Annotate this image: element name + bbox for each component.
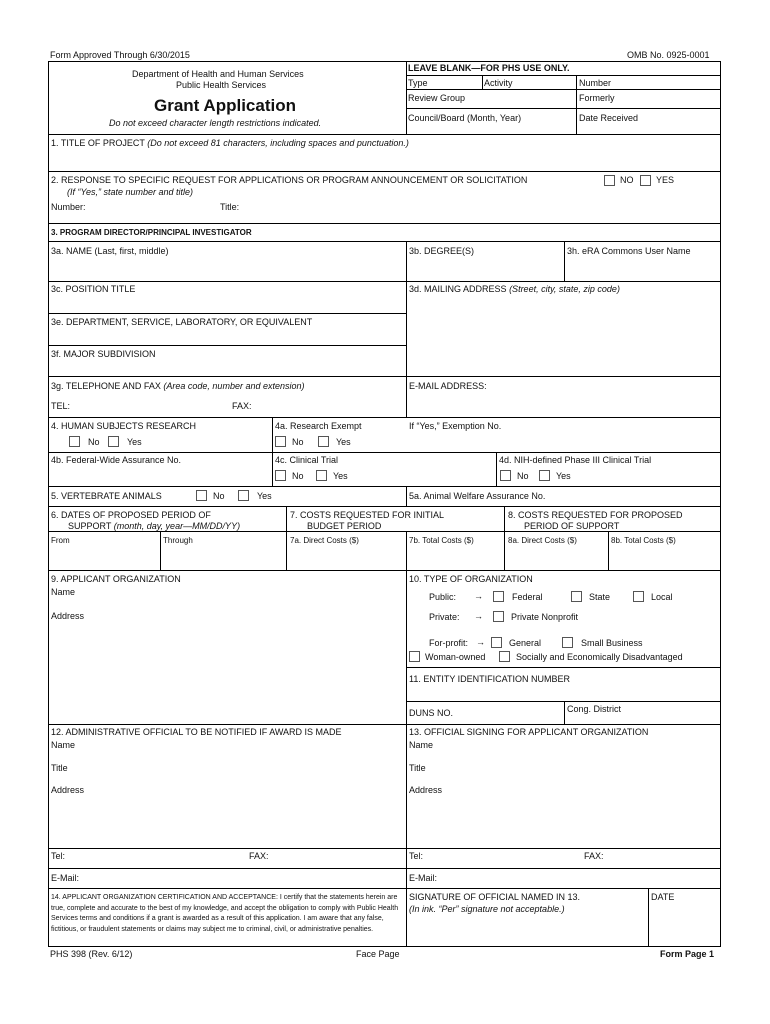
s9-name-field[interactable]: Name xyxy=(51,587,76,597)
s12-email-field[interactable]: E-Mail: xyxy=(51,873,80,883)
s10-local-checkbox[interactable] xyxy=(633,591,644,602)
s4c-yes-label: Yes xyxy=(333,471,348,481)
phs-number-label: Number xyxy=(579,78,612,88)
s2-title-field[interactable]: Title: xyxy=(220,202,240,212)
s4c-clinical-label: 4c. Clinical Trial xyxy=(275,455,339,465)
s3-email-field[interactable]: E-MAIL ADDRESS: xyxy=(409,381,487,391)
s13-email-field[interactable]: E-Mail: xyxy=(409,873,438,883)
s2-note: (If “Yes,” state number and title) xyxy=(67,187,194,197)
s3g-telephone-label: 3g. TELEPHONE AND FAX (Area code, number and extension) xyxy=(51,381,305,391)
s8a-direct-field[interactable]: 8a. Direct Costs ($) xyxy=(508,536,577,545)
phs-type-label: Type xyxy=(408,78,428,88)
s4d-phase3-label: 4d. NIH-defined Phase III Clinical Trial xyxy=(499,455,652,465)
phs-activity-label: Activity xyxy=(484,78,513,88)
s13-name-field[interactable]: Name xyxy=(409,740,434,750)
s10-forprofit-label: For-profit: xyxy=(429,638,469,648)
s11-cong-district-field[interactable]: Cong. District xyxy=(567,704,622,714)
s10-disadvantaged-label: Socially and Economically Disadvantaged xyxy=(516,652,683,662)
s4c-no-checkbox[interactable] xyxy=(275,470,286,481)
s12-name-field[interactable]: Name xyxy=(51,740,76,750)
s7a-direct-field[interactable]: 7a. Direct Costs ($) xyxy=(290,536,359,545)
s10-public-label: Public: xyxy=(429,592,457,602)
s7-budget-label: BUDGET PERIOD xyxy=(307,521,382,531)
s10-federal-label: Federal xyxy=(512,592,543,602)
s5-no-label: No xyxy=(213,491,225,501)
s13-title-field[interactable]: Title xyxy=(409,763,426,773)
s2-no-label: NO xyxy=(620,175,634,185)
s14-certification-text: 14. APPLICANT ORGANIZATION CERTIFICATION AND ACCEPTANCE: I certify that the statements herein are true, complete and accurate to the best of my knowledge, and accept the obligation to comply with Public Health Services terms and conditions if a grant is awarded as a result of this application. I am aware that any false, fictitious, or fraudulent statements or claims may subject me to criminal, civil, or administrative penalties. xyxy=(51,894,399,933)
s5-vertebrate-label: 5. VERTEBRATE ANIMALS xyxy=(51,491,162,501)
s6-dates-label: 6. DATES OF PROPOSED PERIOD OF xyxy=(51,510,211,520)
s2-number-field[interactable]: Number: xyxy=(51,202,86,212)
s11-entity-label: 11. ENTITY IDENTIFICATION NUMBER xyxy=(409,674,571,684)
s3-tel-field[interactable]: TEL: xyxy=(51,401,71,411)
s3h-era-field[interactable]: 3h. eRA Commons User Name xyxy=(567,246,691,256)
s6-support-label: SUPPORT (month, day, year—MM/DD/YY) xyxy=(68,521,241,531)
signature-label: SIGNATURE OF OFFICIAL NAMED IN 13. xyxy=(409,892,581,902)
s3f-subdivision-field[interactable]: 3f. MAJOR SUBDIVISION xyxy=(51,349,156,359)
s2-no-checkbox[interactable] xyxy=(604,175,615,186)
s3-heading: 3. PROGRAM DIRECTOR/PRINCIPAL INVESTIGATOR xyxy=(51,228,252,237)
s4c-no-label: No xyxy=(292,471,304,481)
s12-admin-official-label: 12. ADMINISTRATIVE OFFICIAL TO BE NOTIFIED IF AWARD IS MADE xyxy=(51,727,342,737)
s2-label: 2. RESPONSE TO SPECIFIC REQUEST FOR APPLICATIONS OR PROGRAM ANNOUNCEMENT OR SOLICITATION xyxy=(51,175,528,185)
signature-date-field[interactable]: DATE xyxy=(651,892,675,902)
s12-title-field[interactable]: Title xyxy=(51,763,68,773)
s5-yes-checkbox[interactable] xyxy=(238,490,249,501)
s3b-degree-field[interactable]: 3b. DEGREE(S) xyxy=(409,246,475,256)
signature-note: (In ink. “Per” signature not acceptable.) xyxy=(409,904,565,914)
s10-general-checkbox[interactable] xyxy=(491,637,502,648)
arrow-right-icon: → xyxy=(476,637,485,647)
arrow-right-icon: → xyxy=(474,591,483,601)
s8b-total-field[interactable]: 8b. Total Costs ($) xyxy=(611,536,676,545)
frame-top xyxy=(48,61,721,62)
s2-yes-checkbox[interactable] xyxy=(640,175,651,186)
s4c-yes-checkbox[interactable] xyxy=(316,470,327,481)
s4-yes-checkbox[interactable] xyxy=(108,436,119,447)
s4-human-subjects-label: 4. HUMAN SUBJECTS RESEARCH xyxy=(51,421,197,431)
s10-woman-owned-label: Woman-owned xyxy=(425,652,486,662)
s3c-position-field[interactable]: 3c. POSITION TITLE xyxy=(51,284,136,294)
s4a-yes-label: Yes xyxy=(336,437,351,447)
phs-council: Council/Board (Month, Year) xyxy=(408,113,522,123)
s3-fax-field[interactable]: FAX: xyxy=(232,401,252,411)
length-note: Do not exceed character length restrictions indicated. xyxy=(109,118,322,128)
s13-signing-official-label: 13. OFFICIAL SIGNING FOR APPLICANT ORGANIZATION xyxy=(409,727,649,737)
s4b-fwa-field[interactable]: 4b. Federal-Wide Assurance No. xyxy=(51,455,182,465)
s10-woman-owned-checkbox[interactable] xyxy=(409,651,420,662)
page-title: Grant Application xyxy=(154,96,296,115)
phs-review-group: Review Group xyxy=(408,93,466,103)
s4d-yes-checkbox[interactable] xyxy=(539,470,550,481)
form-id: PHS 398 (Rev. 6/12) xyxy=(50,949,133,959)
s10-private-nonprofit-checkbox[interactable] xyxy=(493,611,504,622)
s4-no-label: No xyxy=(88,437,100,447)
s2-yes-label: YES xyxy=(656,175,675,185)
s10-type-label: 10. TYPE OF ORGANIZATION xyxy=(409,574,533,584)
s1-title-of-project: 1. TITLE OF PROJECT (Do not exceed 81 characters, including spaces and punctuation.) xyxy=(51,138,409,148)
s10-disadvantaged-checkbox[interactable] xyxy=(499,651,510,662)
form-approved-date: Form Approved Through 6/30/2015 xyxy=(50,50,190,60)
frame-right xyxy=(720,61,721,947)
s6-through-field[interactable]: Through xyxy=(163,536,193,545)
s6-from-field[interactable]: From xyxy=(51,536,70,545)
s4-no-checkbox[interactable] xyxy=(69,436,80,447)
s10-federal-checkbox[interactable] xyxy=(493,591,504,602)
dept-line2: Public Health Services xyxy=(176,80,267,90)
s4a-no-checkbox[interactable] xyxy=(275,436,286,447)
s10-state-label: State xyxy=(589,592,611,602)
s5-yes-label: Yes xyxy=(257,491,272,501)
s12-address-field[interactable]: Address xyxy=(51,785,85,795)
s10-local-label: Local xyxy=(651,592,673,602)
frame-left xyxy=(48,61,49,947)
s10-private-nonprofit-label: Private Nonprofit xyxy=(511,612,579,622)
s7-costs-label: 7. COSTS REQUESTED FOR INITIAL xyxy=(290,510,445,520)
s4d-no-label: No xyxy=(517,471,529,481)
s10-state-checkbox[interactable] xyxy=(571,591,582,602)
dept-line1: Department of Health and Human Services xyxy=(132,69,304,79)
s12-fax-field[interactable]: FAX: xyxy=(249,851,269,861)
s4-exemption-no-field[interactable]: If “Yes,” Exemption No. xyxy=(409,421,502,431)
s3e-department-field[interactable]: 3e. DEPARTMENT, SERVICE, LABORATORY, OR EQUIVALENT xyxy=(51,317,313,327)
s11-duns-field[interactable]: DUNS NO. xyxy=(409,708,454,718)
s5a-welfare-field[interactable]: 5a. Animal Welfare Assurance No. xyxy=(409,491,546,501)
s9-address-field[interactable]: Address xyxy=(51,611,85,621)
s9-applicant-label: 9. APPLICANT ORGANIZATION xyxy=(51,574,181,584)
s4a-no-label: No xyxy=(292,437,304,447)
s3d-mailing-address-field[interactable]: 3d. MAILING ADDRESS (Street, city, state, zip code) xyxy=(409,284,620,294)
s4d-yes-label: Yes xyxy=(556,471,571,481)
arrow-right-icon: → xyxy=(474,611,483,621)
s13-fax-field[interactable]: FAX: xyxy=(584,851,604,861)
s10-private-label: Private: xyxy=(429,612,460,622)
s8-period-label: PERIOD OF SUPPORT xyxy=(524,521,620,531)
s10-small-business-label: Small Business xyxy=(581,638,643,648)
omb-number: OMB No. 0925-0001 xyxy=(627,50,710,60)
s12-tel-field[interactable]: Tel: xyxy=(51,851,66,861)
s13-tel-field[interactable]: Tel: xyxy=(409,851,424,861)
s5-no-checkbox[interactable] xyxy=(196,490,207,501)
s4d-no-checkbox[interactable] xyxy=(500,470,511,481)
frame-bottom xyxy=(48,946,721,947)
face-page-label: Face Page xyxy=(356,949,400,959)
s13-address-field[interactable]: Address xyxy=(409,785,443,795)
phs-box-heading: LEAVE BLANK—FOR PHS USE ONLY. xyxy=(408,63,570,73)
phs-box-left xyxy=(406,61,407,134)
s4a-yes-checkbox[interactable] xyxy=(318,436,329,447)
s4-yes-label: Yes xyxy=(127,437,142,447)
form-page-number: Form Page 1 xyxy=(660,949,715,959)
s10-general-label: General xyxy=(509,638,542,648)
s8-costs-label: 8. COSTS REQUESTED FOR PROPOSED xyxy=(508,510,683,520)
s4a-exempt-label: 4a. Research Exempt xyxy=(275,421,362,431)
phs-date-received: Date Received xyxy=(579,113,639,123)
phs-formerly: Formerly xyxy=(579,93,615,103)
s7b-total-field[interactable]: 7b. Total Costs ($) xyxy=(409,536,474,545)
s3a-name-field[interactable]: 3a. NAME (Last, first, middle) xyxy=(51,246,169,256)
s10-small-business-checkbox[interactable] xyxy=(562,637,573,648)
